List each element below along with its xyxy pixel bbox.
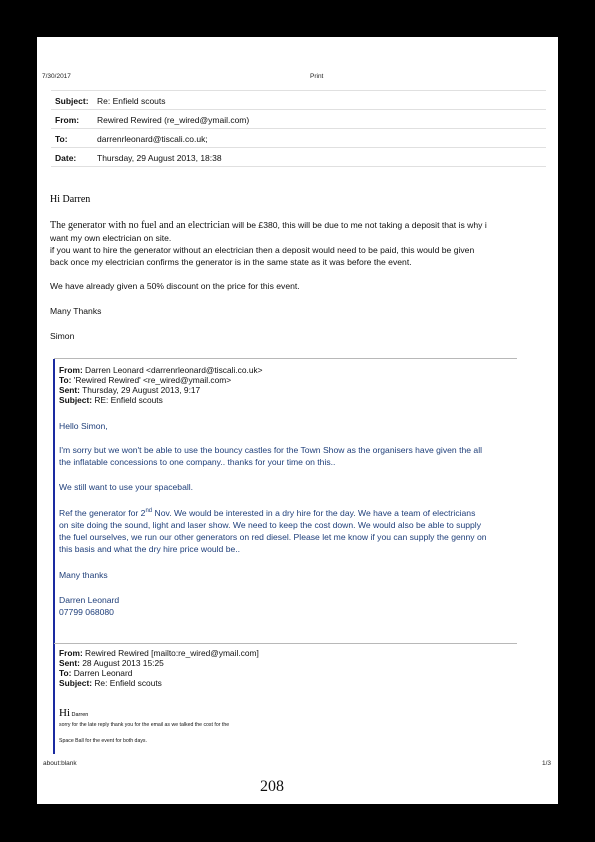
reply-paragraph-2: We have already given a 50% discount on the price for this event. <box>50 281 300 291</box>
quoted2-line1: sorry for the late reply thank you for the email as we talked the cost for the <box>59 722 230 728</box>
quoted1-p3-sup: nd <box>145 508 153 515</box>
subject-row <box>51 90 546 110</box>
document-page <box>37 37 558 804</box>
quote-bar <box>53 359 55 754</box>
page-number: 208 <box>260 778 284 795</box>
quoted1-p1-line1: I'm sorry but we won't be able to use the bouncy castles for the Town Show as the organisers have given the all <box>59 445 483 455</box>
quoted1-greeting: Hello Simon, <box>59 421 108 431</box>
quoted2-greeting-hi: Hi <box>59 707 70 719</box>
to-label: To: <box>55 134 68 144</box>
quoted1-p3-b: Nov. We would be interested in a dry hire for the day. We have a team of electricians <box>152 508 476 518</box>
quoted2-to-label: To: <box>59 668 72 678</box>
quoted1-to-label: To: <box>59 375 72 385</box>
quoted2-subject: Re: Enfield scouts <box>92 678 162 688</box>
quoted2-sent: 28 August 2013 15:25 <box>79 658 164 668</box>
quote-divider-2 <box>54 643 517 644</box>
reply-p1-rest: will be £380, this will be due to me not taking a deposit that is why i <box>232 220 487 230</box>
quoted1-paragraph-2: We still want to use your spaceball. <box>59 482 194 492</box>
quoted2-from-label: From: <box>59 648 83 658</box>
quoted1-sig-name: Darren Leonard <box>59 595 120 605</box>
quoted2-header <box>59 648 259 688</box>
quoted1-thanks: Many thanks <box>59 570 108 580</box>
quoted1-p3-line2: on site doing the sound, light and laser show. We need to keep the cost down. We would also be able to supply <box>59 520 482 530</box>
quoted1-header <box>59 365 263 405</box>
from-label: From: <box>55 115 80 125</box>
header-divider <box>51 166 546 167</box>
quoted1-from-label: From: <box>59 365 83 375</box>
quoted2-from: Rewired Rewired [mailto:re_wired@ymail.com] <box>82 648 259 658</box>
print-footer-source: about:blank <box>43 760 77 767</box>
date-label: Date: <box>55 153 77 163</box>
subject-label: Subject: <box>55 96 89 106</box>
reply-p1-line3: if you want to hire the generator without an electrician then a deposit would need to be paid, this would be given <box>50 245 475 255</box>
quoted1-paragraph-1 <box>59 444 482 468</box>
reply-greeting: Hi Darren <box>50 194 91 205</box>
quoted1-p3-line4: this basis and what the dry hire price would be.. <box>59 544 241 554</box>
quoted2-line2: Space Ball for the event for both days. <box>59 738 147 744</box>
quoted2-greeting-name: Darren <box>70 712 89 718</box>
subject-value: Re: Enfield scouts <box>97 96 166 106</box>
print-footer-page: 1/3 <box>542 760 552 767</box>
quoted1-p1-line2: the inflatable concessions to one company.. thanks for your time on this.. <box>59 457 336 467</box>
quoted2-greeting <box>59 703 88 721</box>
quoted2-to: Darren Leonard <box>71 668 133 678</box>
print-date: 7/30/2017 <box>42 73 71 80</box>
quoted1-subject: RE: Enfield scouts <box>92 395 163 405</box>
quoted1-sent: Thursday, 29 August 2013, 9:17 <box>79 385 201 395</box>
reply-p1-line2: want my own electrician on site. <box>50 233 172 243</box>
quoted2-sent-label: Sent: <box>59 658 80 668</box>
quoted2-subject-label: Subject: <box>59 678 93 688</box>
reply-p1-lead: The generator with no fuel and an electrician <box>50 220 233 231</box>
quote-divider-1 <box>54 358 517 359</box>
quoted1-p3-line3: the fuel ourselves, we run our other generators on red diesel. Please let me know if you can supply the genny on <box>59 532 487 542</box>
quoted1-p3-a: Ref the generator for 2 <box>59 508 146 518</box>
quoted1-sig-phone: 07799 068080 <box>59 607 114 617</box>
date-row <box>51 147 546 167</box>
date-value: Thursday, 29 August 2013, 18:38 <box>97 153 222 163</box>
reply-signature: Simon <box>50 331 75 341</box>
to-row <box>51 128 546 148</box>
reply-paragraph-1 <box>50 219 487 268</box>
reply-p1-line4: back once my electrician confirms the generator is in the same state as it was before the event. <box>50 257 412 267</box>
quoted1-paragraph-3 <box>59 507 487 555</box>
quoted1-from: Darren Leonard <darrenrleonard@tiscali.co.uk> <box>82 365 263 375</box>
from-value: Rewired Rewired (re_wired@ymail.com) <box>97 115 250 125</box>
quoted1-signature <box>59 594 119 618</box>
to-value: darrenrleonard@tiscali.co.uk; <box>97 134 208 144</box>
print-title: Print <box>310 73 324 80</box>
quoted1-to: 'Rewired Rewired' <re_wired@ymail.com> <box>71 375 232 385</box>
quoted1-sent-label: Sent: <box>59 385 80 395</box>
quoted1-subject-label: Subject: <box>59 395 93 405</box>
from-row <box>51 109 546 129</box>
reply-thanks: Many Thanks <box>50 306 102 316</box>
